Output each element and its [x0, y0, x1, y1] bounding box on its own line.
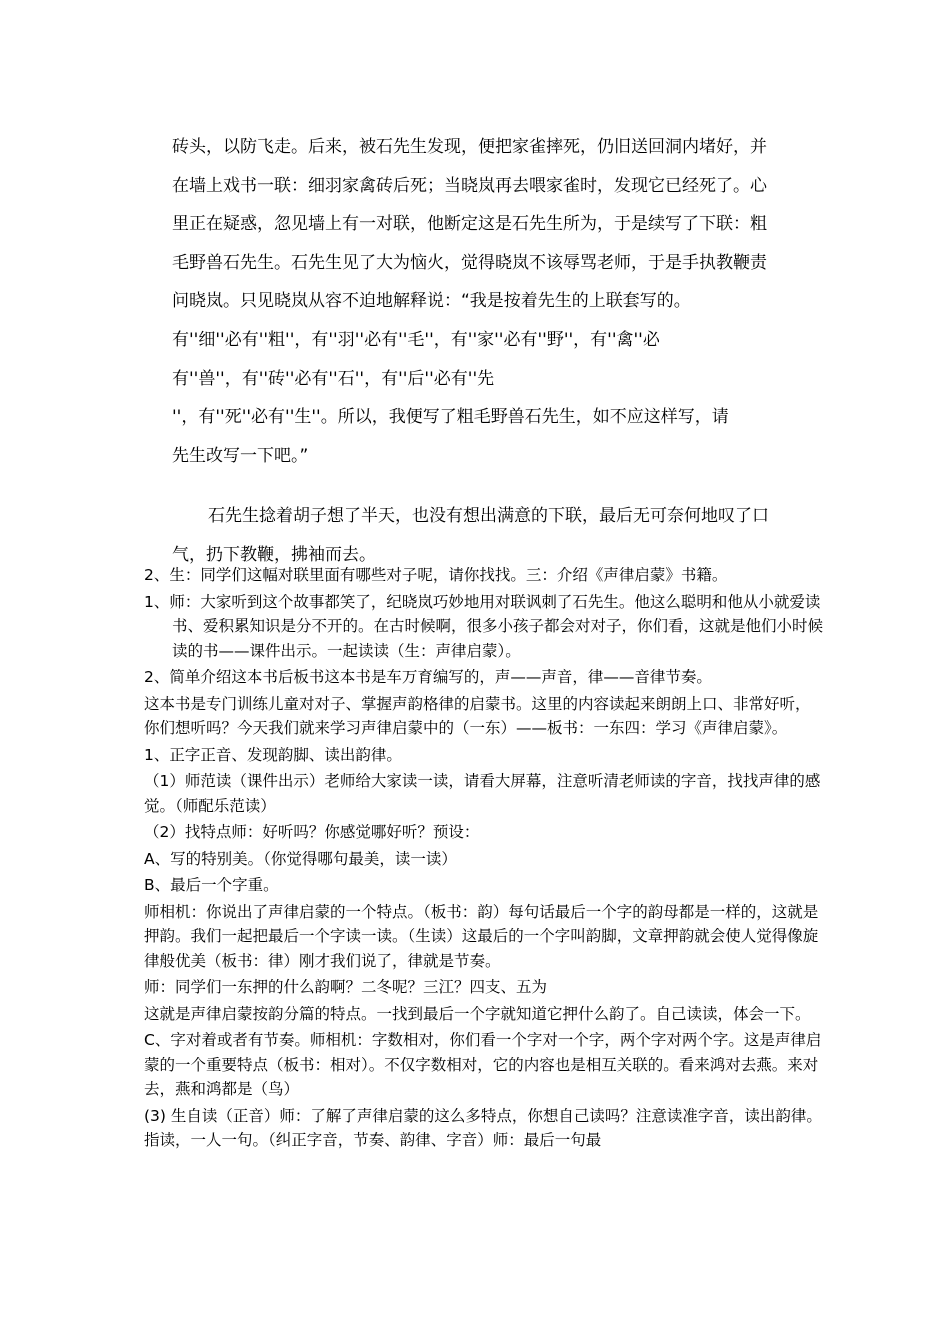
- lesson-paragraph: （1）师范读（课件出示）老师给大家读一读，请看大屏幕，注意听清老师读的字音，找找声律的感觉。（师配乐范读）: [144, 772, 821, 815]
- story-line: 在墙上戏书一联：细羽家禽砖后死；当晓岚再去喂家雀时，发现它已经死了。心: [172, 175, 767, 196]
- story-line: 砖头，以防飞走。后来，被石先生发现，便把家雀摔死，仍旧送回洞内堵好，并: [172, 137, 767, 157]
- lesson-paragraph: C、字对着或者有节奏。师相机：字数相对，你们看一个字对一个字，两个字对两个字。这是声律启蒙的一个重要特点（板书：相对）。不仅字数相对，它的内容也是相互关联的。看来鸿对去燕。来对去，燕和鸿都是（鸟）: [144, 1031, 822, 1098]
- story-line: ''，有''死''必有''生''。所以，我便写了粗毛野兽石先生，如不应这样写，请: [172, 407, 729, 428]
- lesson-paragraph: A、写的特别美。（你觉得哪句最美，读一读）: [144, 849, 457, 868]
- lesson-paragraph: 2、生：同学们这幅对联里面有哪些对子呢，请你找找。三：介绍《声律启蒙》书籍。: [144, 566, 728, 584]
- story-line: 问晓岚。只见晓岚从容不迫地解释说：“我是按着先生的上联套写的。: [172, 291, 691, 312]
- lesson-paragraph: 1、师：大家听到这个故事都笑了，纪晓岚巧妙地用对联讽刺了石先生。他这么聪明和他从小就爱读书、爱积累知识是分不开的。在古时候啊，很多小孩子都会对对子，你们看，这就是他们小时候读的书——课件出示。一起读读（生：声律启蒙）。: [144, 592, 824, 660]
- lesson-paragraph: 师：同学们一东押的什么韵啊？二冬呢？三江？四支、五为: [144, 978, 548, 996]
- lesson-paragraph: 师相机：你说出了声律启蒙的一个特点。（板书：韵）每句话最后一个字的韵母都是一样的，这就是押韵。我们一起把最后一个字读一读。（生读）这最后的一个字叫韵脚，文章押韵就会使人觉得像旋律般优美（板书：律）刚才我们说了，律就是节奏。: [144, 902, 819, 970]
- lesson-paragraph: （2）找特点师：好听吗？你感觉哪好听？预设：: [144, 823, 480, 841]
- lesson-paragraph: 2、简单介绍这本书后板书这本书是车万育编写的，声——声音，律——音律节奏。: [144, 668, 712, 686]
- lesson-paragraph: 1、正字正音、发现韵脚、读出韵律。: [144, 745, 402, 764]
- story-ending-line: 石先生捻着胡子想了半天，也没有想出满意的下联，最后无可奈何地叹了口: [208, 506, 769, 527]
- lesson-paragraph: 这本书是专门训练儿童对对子、掌握声韵格律的启蒙书。这里的内容读起来朗朗上口、非常好听，你们想听吗？今天我们就来学习声律启蒙中的（一东）——板书：一东四：学习《声律启蒙》。: [144, 694, 811, 737]
- story-block: [172, 128, 822, 575]
- story-line: 先生改写一下吧。”: [172, 445, 309, 466]
- story-line: 毛野兽石先生。石先生见了大为恼火，觉得晓岚不该辱骂老师，于是手执教鞭责: [172, 252, 767, 273]
- lesson-paragraph: B、最后一个字重。: [144, 876, 279, 894]
- lesson-paragraph: (3) 生自读（正音）师：了解了声律启蒙的这么多特点，你想自己读吗？注意读准字音，读出韵律。指读，一人一句。（纠正字音，节奏、韵律、字音）师：最后一句最: [144, 1106, 822, 1149]
- story-ending-line: 气，扔下教鞭，拂袖而去。: [172, 544, 376, 565]
- lesson-paragraph: 这就是声律启蒙按韵分篇的特点。一找到最后一个字就知道它押什么韵了。自己读读，体会一下。: [144, 1004, 811, 1023]
- story-line: 有''兽''，有''砖''必有''石''，有''后''必有''先: [172, 368, 495, 389]
- lesson-block: [144, 563, 824, 1155]
- story-line: 有''细''必有''粗''，有''羽''必有''毛''，有''家''必有''野''，有''禽''必: [172, 329, 660, 350]
- story-line: 里正在疑惑，忽见墙上有一对联，他断定这是石先生所为，于是续写了下联：粗: [172, 214, 767, 235]
